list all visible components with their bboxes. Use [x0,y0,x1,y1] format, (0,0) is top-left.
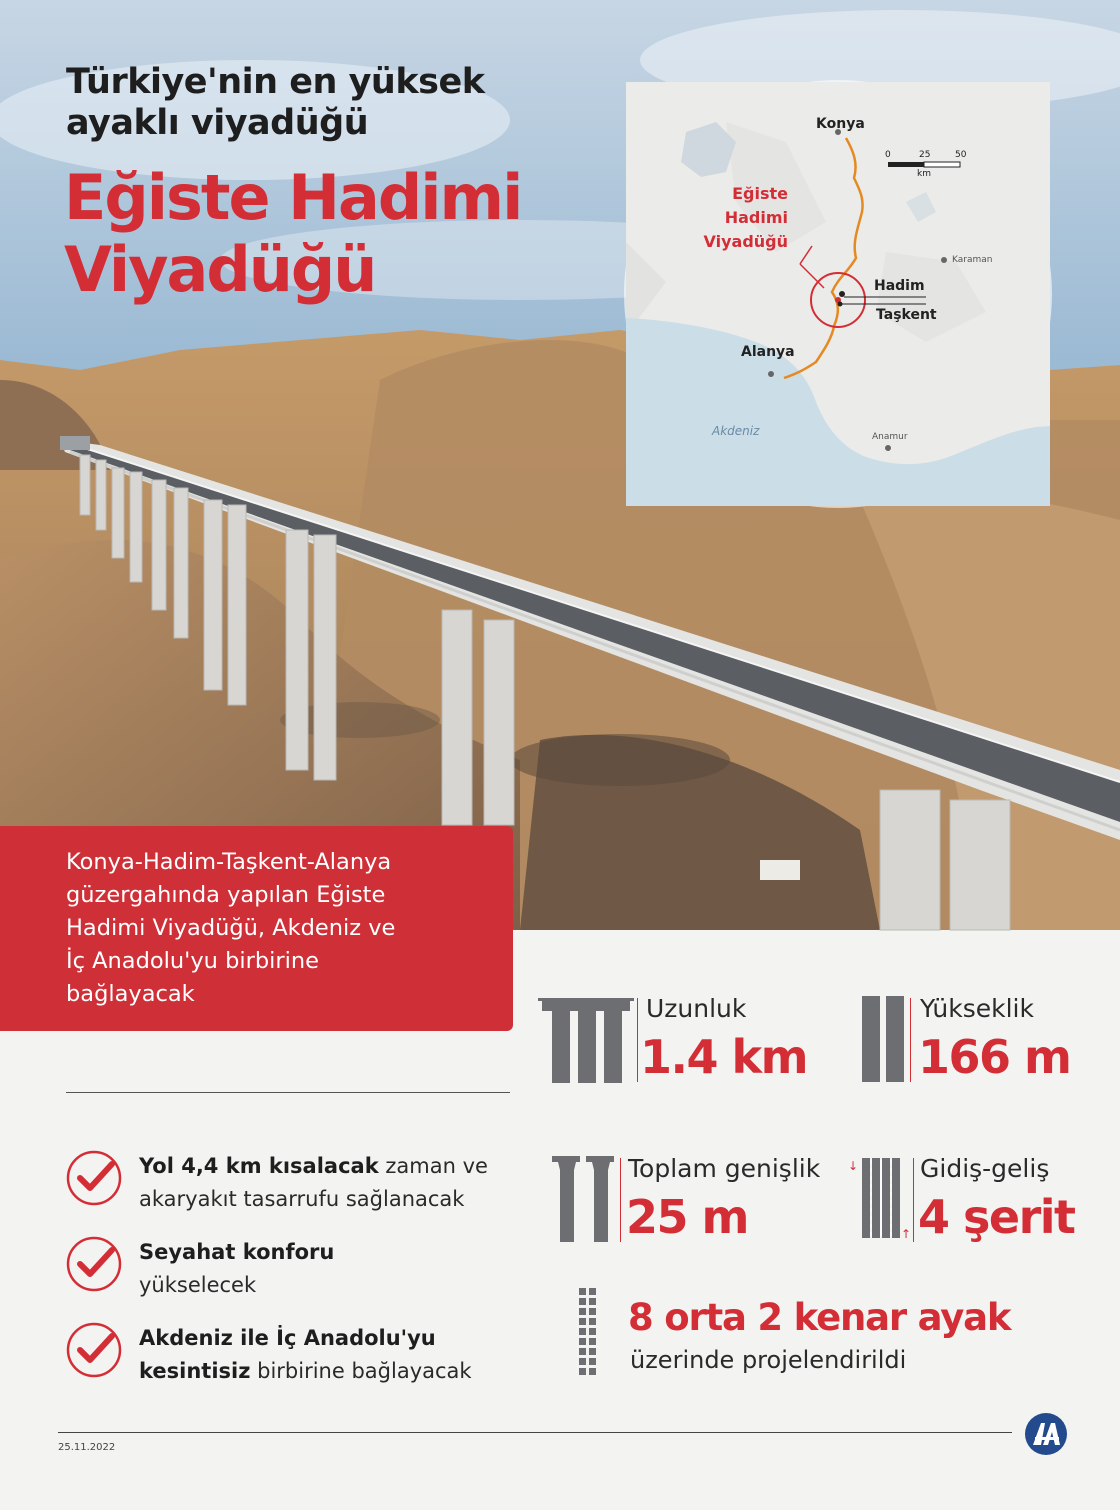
check-icon [66,1236,122,1292]
scale-tick-50: 50 [955,150,967,160]
route-map [626,82,1050,506]
stat-width-value: 25 m [626,1190,748,1244]
benefit-text: Akdeniz ile İç Anadolu'yu kesintisiz birbirine bağlayacak [139,1326,472,1383]
map-city-karaman: Karaman [952,255,993,265]
map-city-taskent: Taşkent [876,307,937,323]
svg-text:↑: ↑ [901,1227,912,1241]
stat-height-label: Yükseklik [920,994,1034,1023]
map-drawing [626,82,1050,506]
description-line: güzergahında yapılan Eğiste [66,882,386,908]
publish-date: 25.11.2022 [58,1442,116,1453]
footer-divider [58,1432,1012,1433]
stat-divider [637,998,638,1082]
stat-width-label: Toplam genişlik [628,1154,821,1183]
svg-text:↓: ↓ [848,1159,859,1173]
stat-lanes-label: Gidiş-geliş [920,1154,1050,1183]
map-city-alanya: Alanya [741,344,795,360]
pier-height-icon [862,996,906,1082]
check-icon [66,1150,122,1206]
subtitle: Türkiye'nin en yüksek ayaklı viyadüğü [66,62,485,143]
stat-divider [620,1158,621,1242]
stat-length-value: 1.4 km [640,1030,808,1084]
map-sea-label: Akdeniz [712,424,760,438]
scale-unit: km [917,169,931,179]
stat-lanes-value: 4 şerit [918,1190,1075,1244]
description-line: bağlayacak [66,981,195,1007]
benefit-text: Seyahat konforu yükselecek [139,1240,335,1297]
map-city-anamur: Anamur [872,432,908,442]
map-city-hadim: Hadim [874,278,925,294]
description-box [0,826,513,1031]
deck-width-icon [552,1156,616,1242]
page-title: Eğiste Hadimi Viyadüğü [64,161,522,306]
benefit-text: Yol 4,4 km kısalacak zaman ve akaryakıt tasarrufu sağlanacak [139,1154,488,1211]
check-icon [66,1322,122,1378]
piers-icon [579,1288,597,1382]
stat-divider [913,1158,914,1242]
scale-tick-0: 0 [885,150,891,160]
scale-tick-25: 25 [919,150,931,160]
divider [66,1092,510,1093]
lanes-icon [848,1158,910,1240]
map-highlight-label: Eğiste Hadimi Viyadüğü [703,184,788,251]
description-line: İç Anadolu'yu birbirine [66,948,319,974]
stat-divider [910,998,911,1082]
piers-title: 8 orta 2 kenar ayak [628,1296,1011,1339]
piers-subtitle: üzerinde projelendirildi [630,1346,907,1374]
description-line: Konya-Hadim-Taşkent-Alanya [66,849,392,875]
description-line: Hadimi Viyadüğü, Akdeniz ve [66,915,396,941]
stat-height-value: 166 m [918,1030,1071,1084]
bridge-length-icon [538,992,634,1084]
aa-logo-icon [1024,1412,1068,1456]
stat-length-label: Uzunluk [646,994,747,1023]
map-city-konya: Konya [816,116,865,132]
